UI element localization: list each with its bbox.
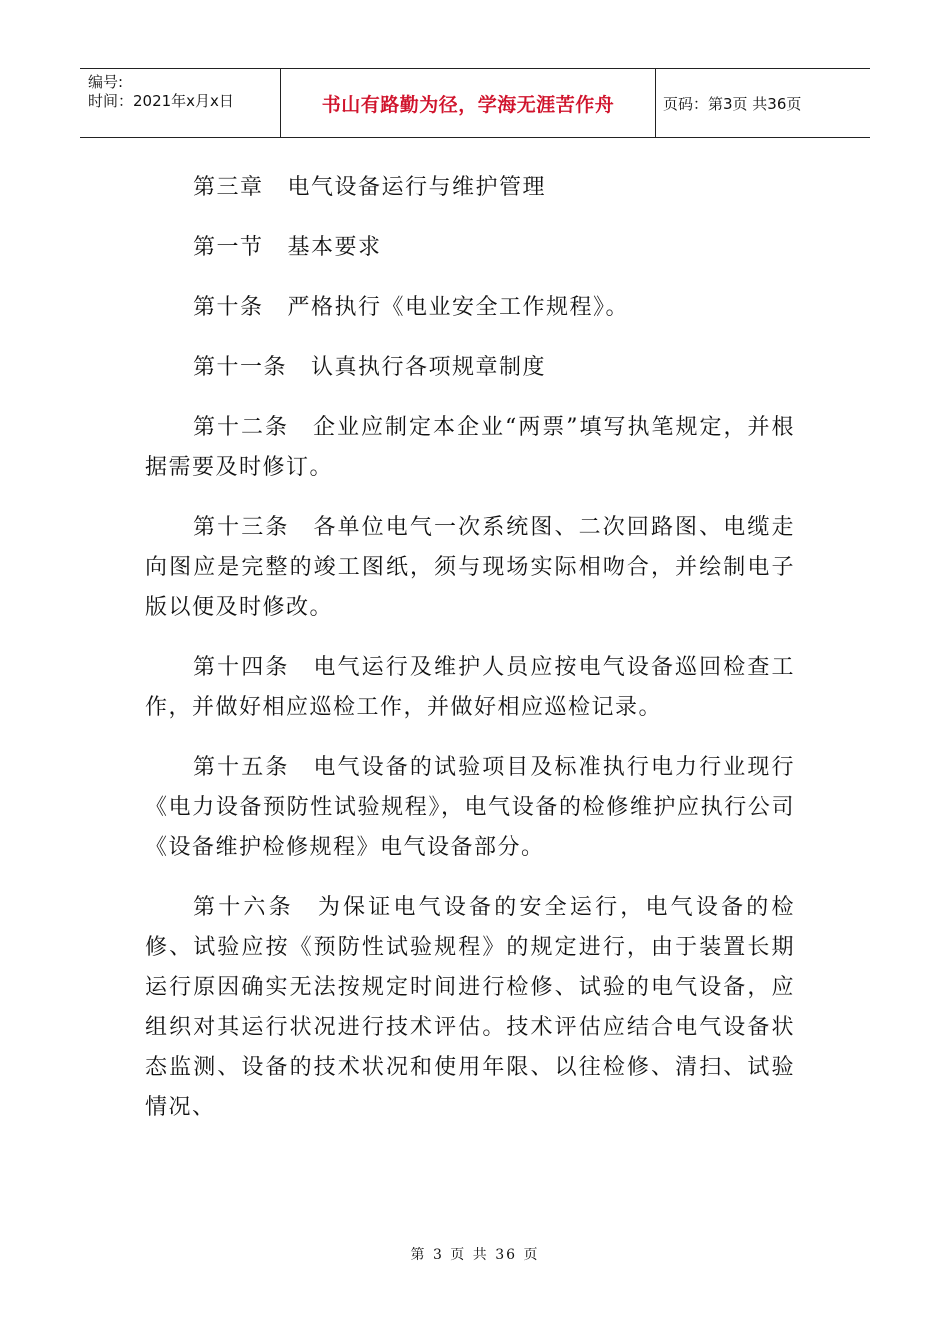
article-number: 第十四条 [193, 655, 290, 680]
article-text: 电气设备的试验项目及标准执行电力行业现行《电力设备预防性试验规程》，电气设备的检修维护应执行公司《设备维护检修规程》电气设备部分。 [145, 755, 795, 860]
paragraph [145, 408, 795, 488]
paragraph [145, 648, 795, 728]
document-body [145, 168, 795, 1148]
article-text: 为保证电气设备的安全运行，电气设备的检修、试验应按《预防性试验规程》的规定进行，由于装置长期运行原因确实无法按规定时间进行检修、试验的电气设备，应组织对其运行状况进行技术评估。技术评估应结合电气设备状态监测、设备的技术状况和使用年限、以往检修、清扫、试验情况、 [145, 895, 795, 1120]
paragraph [145, 888, 795, 1128]
paragraph [145, 168, 795, 208]
article-number: 第十二条 [193, 415, 289, 440]
paragraph [145, 288, 795, 328]
article-text: 基本要求 [287, 235, 382, 260]
document-date-label: 时间：2021年x月x日 [88, 92, 234, 110]
header-page-label: 页码：第3页 共36页 [663, 94, 802, 113]
article-text: 严格执行《电业安全工作规程》。 [287, 295, 630, 320]
footer-page-number: 第 3 页 共 36 页 [410, 1247, 540, 1263]
article-number: 第十五条 [193, 755, 290, 780]
article-text: 电气设备运行与维护管理 [287, 175, 547, 200]
article-number: 第十条 [193, 295, 264, 320]
page-header [80, 68, 870, 138]
article-text: 企业应制定本企业“两票”填写执笔规定，并根据需要及时修订。 [145, 415, 795, 480]
article-number: 第十六条 [193, 895, 294, 920]
header-meta [80, 69, 281, 137]
article-text: 电气运行及维护人员应按电气设备巡回检查工作，并做好相应巡检工作，并做好相应巡检记录。 [145, 655, 795, 720]
paragraph [145, 348, 795, 388]
article-number: 第三章 [193, 175, 264, 200]
article-number: 第十一条 [193, 355, 288, 380]
article-text: 各单位电气一次系统图、二次回路图、电缆走向图应是完整的竣工图纸，须与现场实际相吻合，并绘制电子版以便及时修改。 [145, 515, 795, 620]
paragraph [145, 508, 795, 628]
paragraph [145, 748, 795, 868]
paragraph [145, 228, 795, 268]
article-number: 第十三条 [193, 515, 290, 540]
document-number-label: 编号: [88, 73, 124, 91]
header-motto-cell [281, 69, 656, 137]
page-footer [0, 1244, 950, 1264]
article-text: 认真执行各项规章制度 [311, 355, 547, 380]
header-page-cell [656, 69, 870, 137]
header-motto: 书山有路勤为径，学海无涯苦作舟 [321, 93, 615, 116]
article-number: 第一节 [193, 235, 264, 260]
